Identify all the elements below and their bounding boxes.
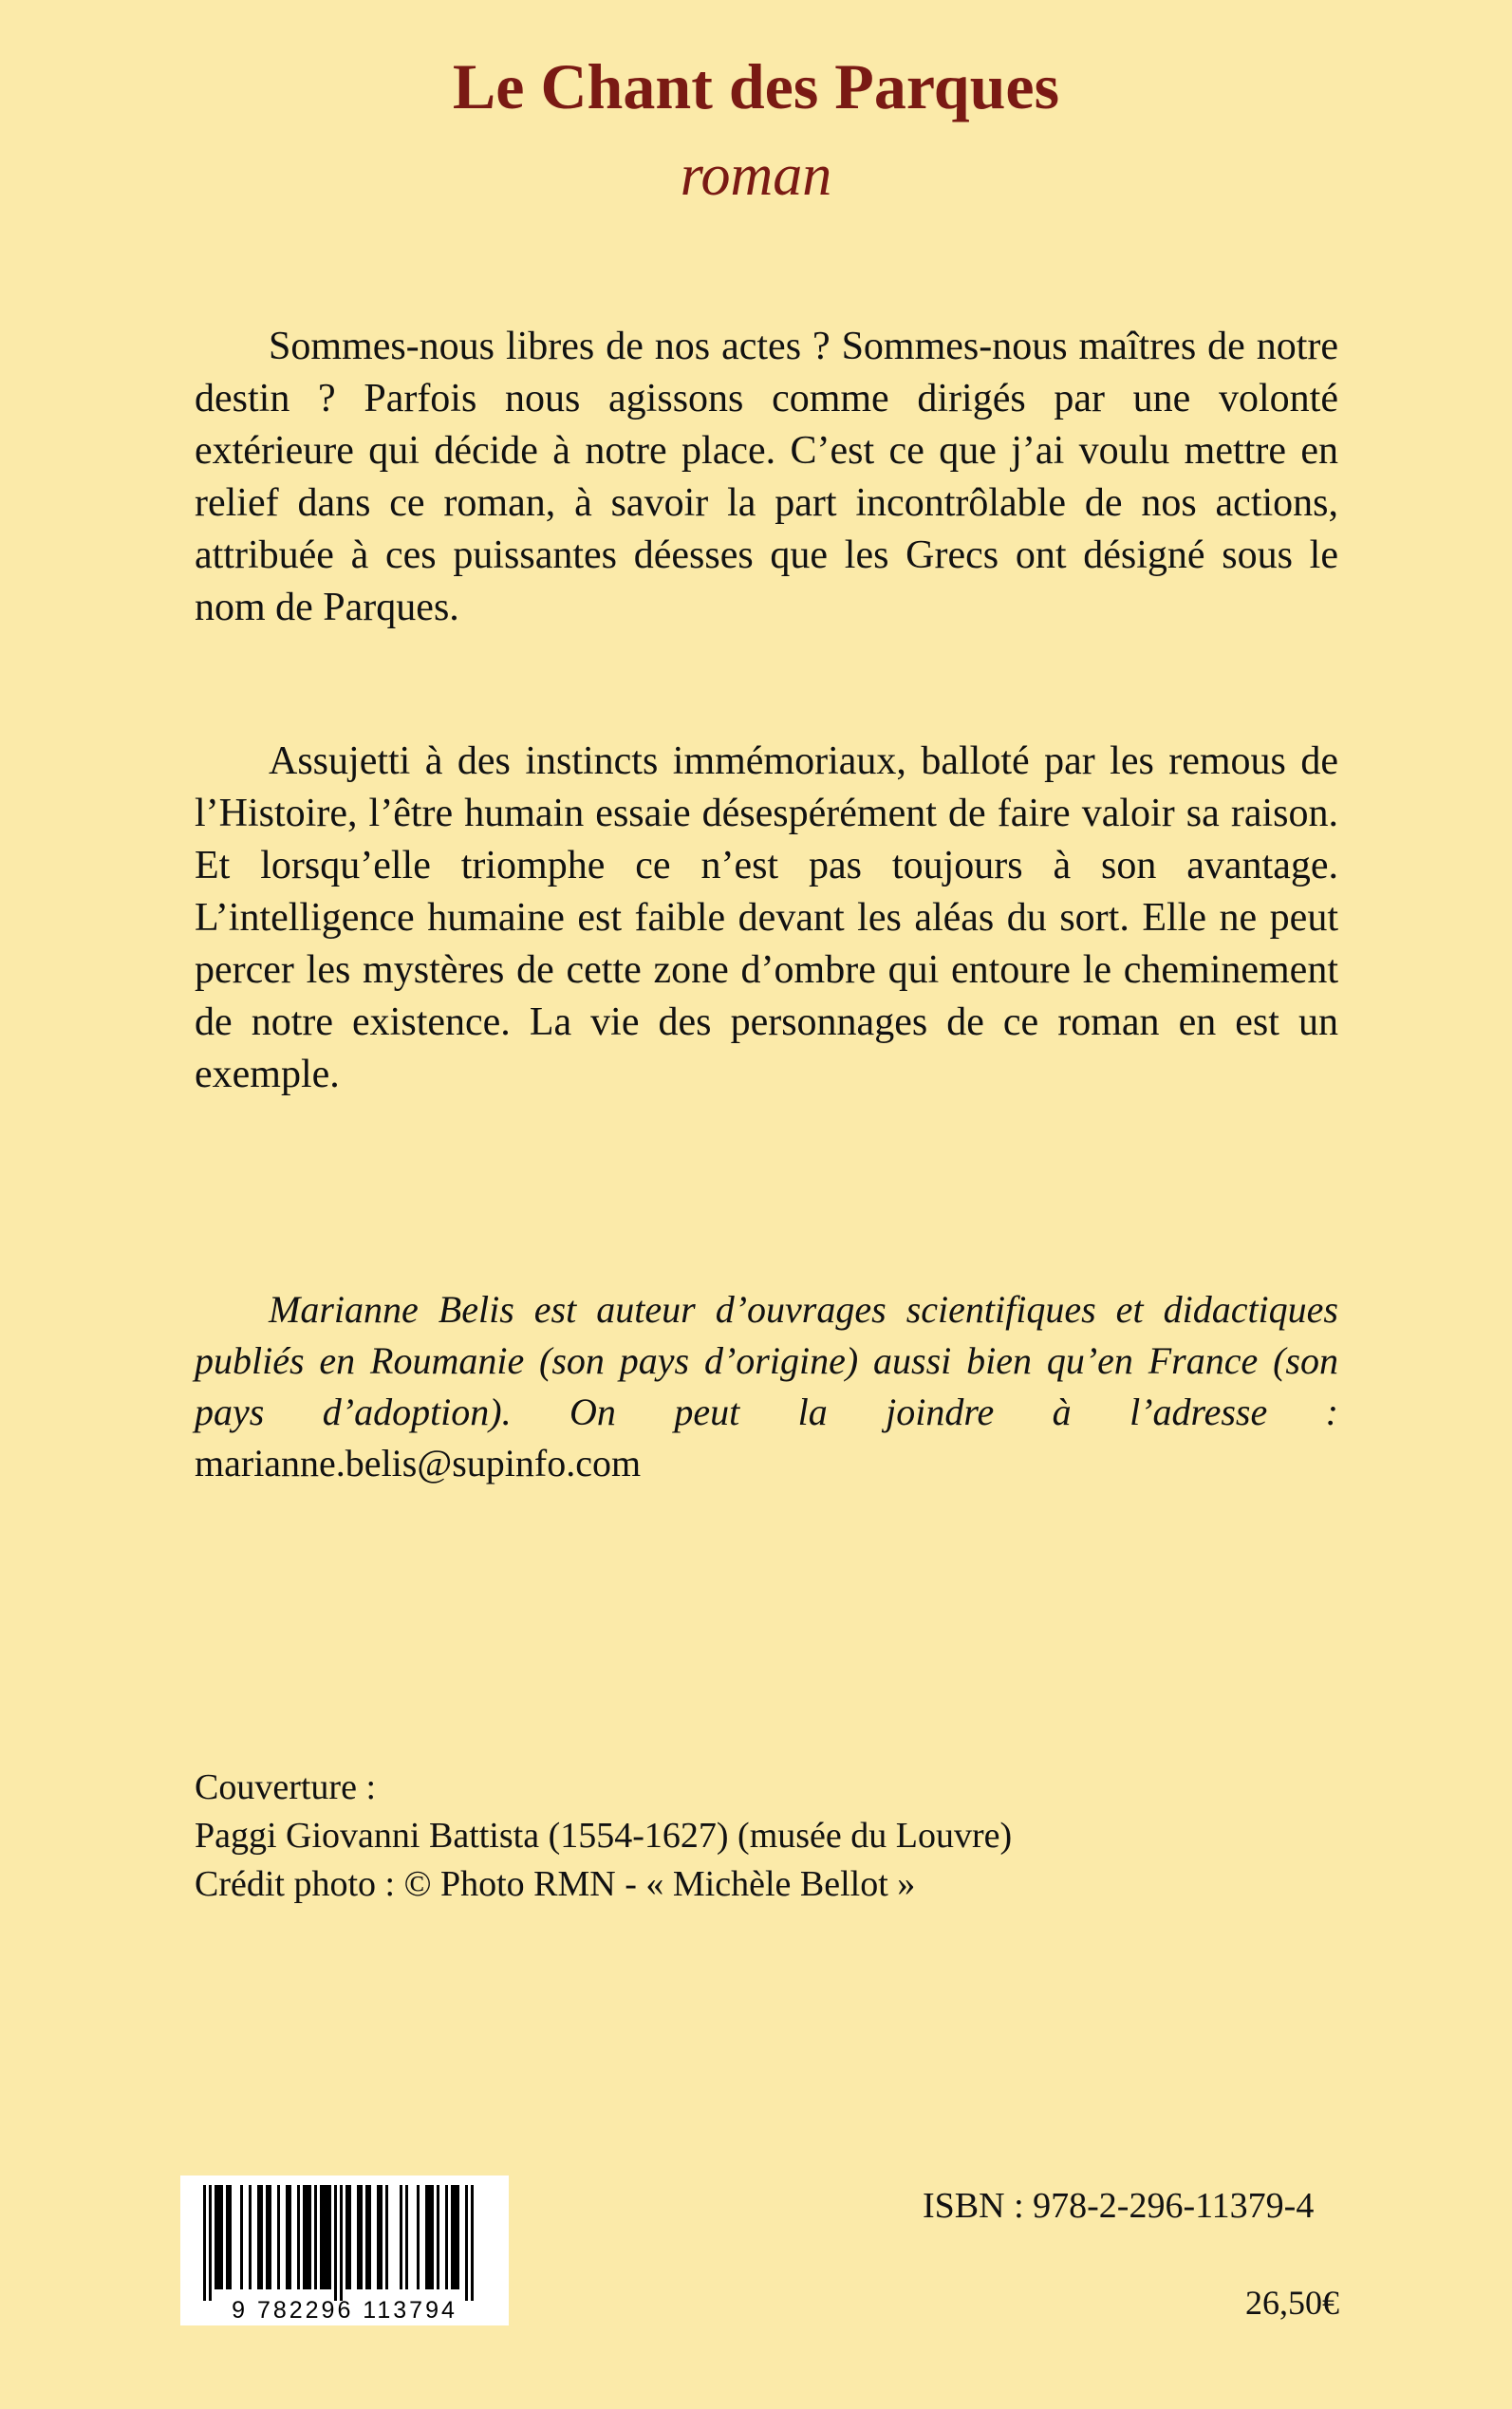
- barcode-bar: [348, 2185, 351, 2289]
- blurb-paragraph-2: Assujetti à des instincts immémoriaux, balloté par les remous de l’Histoire, l’être humain essaie désespérément de faire valoir sa raison. Et lorsqu’elle triomphe ce n’est pas toujours à son avantage. L’intelligence humaine est faible devant les aléas du sort. Elle ne peut percer les mystères de cette zone d’ombre qui entoure le cheminement de notre existence. La vie des personnages de ce roman en est un exemple.: [195, 739, 1338, 1096]
- author-email: marianne.belis@supinfo.com: [195, 1442, 642, 1485]
- barcode-bar: [451, 2185, 454, 2289]
- barcode-bar: [340, 2185, 343, 2301]
- barcode-bar: [323, 2185, 326, 2289]
- price: 26,50€: [1245, 2284, 1339, 2322]
- credits-line-1: Couverture :: [195, 1767, 377, 1807]
- barcode-bar: [217, 2185, 220, 2289]
- barcode-bar: [445, 2185, 448, 2289]
- author-bio: [195, 1284, 1338, 1489]
- barcode-bar: [320, 2185, 323, 2289]
- barcode-bar: [368, 2185, 371, 2289]
- barcode-bar: [289, 2185, 291, 2289]
- barcode-bar: [405, 2185, 408, 2289]
- book-subtitle: roman: [680, 143, 832, 208]
- barcode-bar: [334, 2185, 337, 2301]
- barcode-bar: [308, 2185, 311, 2289]
- barcode-bar: [345, 2185, 348, 2289]
- barcode-bar: [203, 2185, 206, 2301]
- barcode-bar: [297, 2185, 300, 2289]
- barcode-bar: [465, 2185, 468, 2301]
- barcode-bar: [226, 2185, 229, 2289]
- barcode-bar: [380, 2185, 383, 2289]
- barcode-bar: [257, 2185, 260, 2289]
- barcode-bar: [249, 2185, 252, 2289]
- barcode-bar: [286, 2185, 289, 2289]
- barcode-digits: 9 782296 113794: [232, 2297, 457, 2324]
- credits-line-3: Crédit photo : © Photo RMN - « Michèle Bellot »: [195, 1864, 916, 1904]
- cover-credits: [195, 1764, 1012, 1909]
- blurb-paragraph-1: Sommes-nous libres de nos actes ? Sommes-nous maîtres de notre destin ? Parfois nous agissons comme dirigés par une volonté extérieure qui décide à notre place. C’est ce que j’ai voulu mettre en relief dans ce roman, à savoir la part incontrôlable de nos actions, attribuée à ces puissantes déesses que les Grecs ont désigné sous le nom de Parques.: [195, 325, 1338, 629]
- barcode-bar: [360, 2185, 363, 2289]
- barcode-bar: [385, 2185, 388, 2289]
- barcode-bar: [209, 2185, 212, 2301]
- barcode-bar: [306, 2185, 308, 2289]
- barcode-bar: [266, 2185, 269, 2289]
- barcode-bar: [220, 2185, 223, 2289]
- isbn: ISBN : 978-2-296-11379-4: [923, 2186, 1315, 2226]
- barcode-bar: [277, 2185, 280, 2289]
- author-bio-text: Marianne Belis est auteur d’ouvrages scientifiques et didactiques publiés en Roumanie (son pays d’origine) aussi bien qu’en France (son pays d’adoption). On peut la joindre à l’adresse :: [195, 1288, 1338, 1433]
- barcode-bar: [428, 2185, 431, 2289]
- barcode-bar: [400, 2185, 402, 2289]
- barcode: [180, 2176, 509, 2325]
- barcode-bar: [357, 2185, 360, 2289]
- barcode-bar: [417, 2185, 420, 2289]
- barcode-bar: [326, 2185, 328, 2289]
- barcode-bar: [425, 2185, 428, 2289]
- barcode-bars: [180, 2176, 509, 2325]
- barcode-bar: [229, 2185, 232, 2289]
- barcode-bar: [365, 2185, 368, 2289]
- barcode-bar: [314, 2185, 317, 2289]
- barcode-bar: [303, 2185, 306, 2289]
- book-title: Le Chant des Parques: [452, 50, 1060, 122]
- barcode-bar: [269, 2185, 271, 2289]
- barcode-bar: [457, 2185, 459, 2289]
- barcode-bar: [377, 2185, 380, 2289]
- credits-line-2: Paggi Giovanni Battista (1554-1627) (musée du Louvre): [195, 1816, 1013, 1856]
- barcode-bar: [454, 2185, 457, 2289]
- barcode-bar: [471, 2185, 474, 2301]
- barcode-bar: [215, 2185, 217, 2289]
- barcode-bar: [437, 2185, 439, 2289]
- barcode-bar: [260, 2185, 263, 2289]
- barcode-bar: [431, 2185, 434, 2289]
- barcode-bar: [240, 2185, 243, 2289]
- barcode-bar: [328, 2185, 331, 2289]
